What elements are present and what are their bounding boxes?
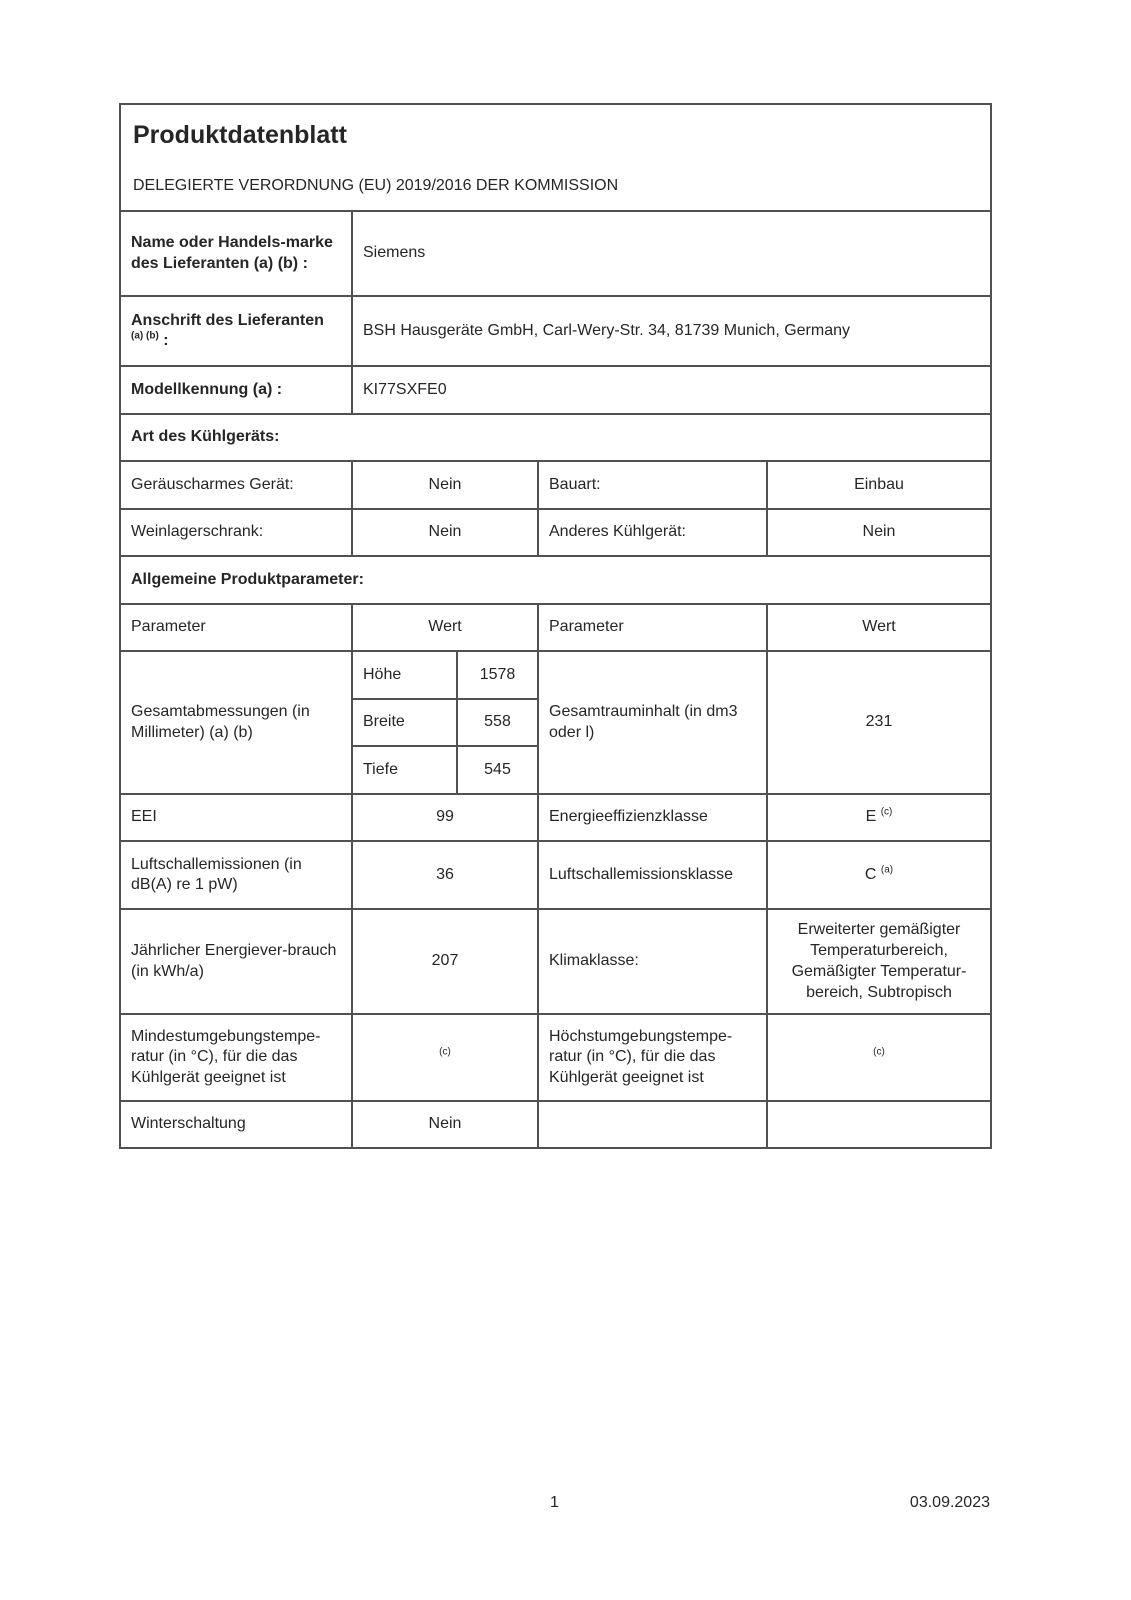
- max-ambient-temp-footnote: (c): [873, 1047, 885, 1059]
- product-datasheet: [119, 103, 990, 1149]
- min-ambient-temp-label: Mindestumgebungstempe-ratur (in °C), für die das Kühlgerät geeignet ist: [120, 1014, 352, 1101]
- max-ambient-temp-value: [767, 1014, 991, 1101]
- supplier-address-label: [120, 296, 352, 366]
- dimension-depth-value: 545: [457, 746, 538, 794]
- footer-date: 03.09.2023: [909, 1494, 990, 1511]
- page-number: 1: [550, 1494, 559, 1511]
- min-ambient-temp-footnote: (c): [439, 1047, 451, 1059]
- total-volume-value: 231: [767, 651, 991, 794]
- column-header-parameter-left: Parameter: [120, 604, 352, 651]
- column-header-value-right: Wert: [767, 604, 991, 651]
- wine-storage-label: Weinlagerschrank:: [120, 509, 352, 556]
- supplier-name-label: Name oder Handels-marke des Lieferanten (a) (b) :: [120, 211, 352, 296]
- winter-setting-empty-value-cell: [767, 1101, 991, 1148]
- min-ambient-temp-value: [352, 1014, 538, 1101]
- overall-dimensions-label: Gesamtabmessungen (in Millimeter) (a) (b): [120, 651, 352, 794]
- section-heading-general-parameters: Allgemeine Produktparameter:: [120, 556, 991, 604]
- model-id-label: Modellkennung (a) :: [120, 366, 352, 414]
- noise-class-value: [767, 841, 991, 909]
- climate-class-label: Klimaklasse:: [538, 909, 767, 1014]
- dimension-depth-label: Tiefe: [352, 746, 457, 794]
- energy-class-letter: E: [865, 808, 877, 826]
- document-header-cell: [120, 104, 991, 211]
- document-title: Produktdatenblatt: [133, 121, 347, 149]
- section-heading-appliance-type: Art des Kühlgeräts:: [120, 414, 991, 461]
- model-id-value: KI77SXFE0: [352, 366, 991, 414]
- regulation-subtitle: DELEGIERTE VERORDNUNG (EU) 2019/2016 DER KOMMISSION: [133, 176, 619, 194]
- energy-class-footnote: (c): [880, 807, 893, 819]
- other-appliance-value: Nein: [767, 509, 991, 556]
- dimension-width-label: Breite: [352, 699, 457, 746]
- other-appliance-label: Anderes Kühlgerät:: [538, 509, 767, 556]
- wine-storage-value: Nein: [352, 509, 538, 556]
- annual-energy-label: Jährlicher Energiever-brauch (in kWh/a): [120, 909, 352, 1014]
- dimension-width-value: 558: [457, 699, 538, 746]
- supplier-name-value: Siemens: [352, 211, 991, 296]
- winter-setting-value: Nein: [352, 1101, 538, 1148]
- dimension-height-value: 1578: [457, 651, 538, 699]
- annual-energy-value: 207: [352, 909, 538, 1014]
- low-noise-label: Geräuscharmes Gerät:: [120, 461, 352, 509]
- design-type-value: Einbau: [767, 461, 991, 509]
- climate-class-value: Erweiterter gemäßigter Temperaturbereich, Gemäßigter Temperatur-bereich, Subtropisch: [767, 909, 991, 1014]
- airborne-noise-value: 36: [352, 841, 538, 909]
- winter-setting-empty-parameter-cell: [538, 1101, 767, 1148]
- winter-setting-label: Winterschaltung: [120, 1101, 352, 1148]
- noise-class-footnote: (a): [880, 864, 894, 876]
- noise-class-label: Luftschallemissionsklasse: [538, 841, 767, 909]
- supplier-address-footnote-marks: (a) (b): [131, 330, 159, 342]
- energy-class-label: Energieeffizienzklasse: [538, 794, 767, 841]
- energy-class-value: [767, 794, 991, 841]
- product-datasheet-table: [119, 103, 992, 1149]
- supplier-address-label-text: Anschrift des Lieferanten: [131, 311, 324, 329]
- eei-label: EEI: [120, 794, 352, 841]
- column-header-value-left: Wert: [352, 604, 538, 651]
- noise-class-letter: C: [864, 865, 877, 883]
- page-footer: [119, 1494, 990, 1512]
- airborne-noise-label: Luftschallemissionen (in dB(A) re 1 pW): [120, 841, 352, 909]
- total-volume-label: Gesamtrauminhalt (in dm3 oder l): [538, 651, 767, 794]
- supplier-address-colon: :: [163, 332, 169, 350]
- design-type-label: Bauart:: [538, 461, 767, 509]
- eei-value: 99: [352, 794, 538, 841]
- supplier-address-value: BSH Hausgeräte GmbH, Carl-Wery-Str. 34, 81739 Munich, Germany: [352, 296, 991, 366]
- dimension-height-label: Höhe: [352, 651, 457, 699]
- low-noise-value: Nein: [352, 461, 538, 509]
- max-ambient-temp-label: Höchstumgebungstempe-ratur (in °C), für die das Kühlgerät geeignet ist: [538, 1014, 767, 1101]
- column-header-parameter-right: Parameter: [538, 604, 767, 651]
